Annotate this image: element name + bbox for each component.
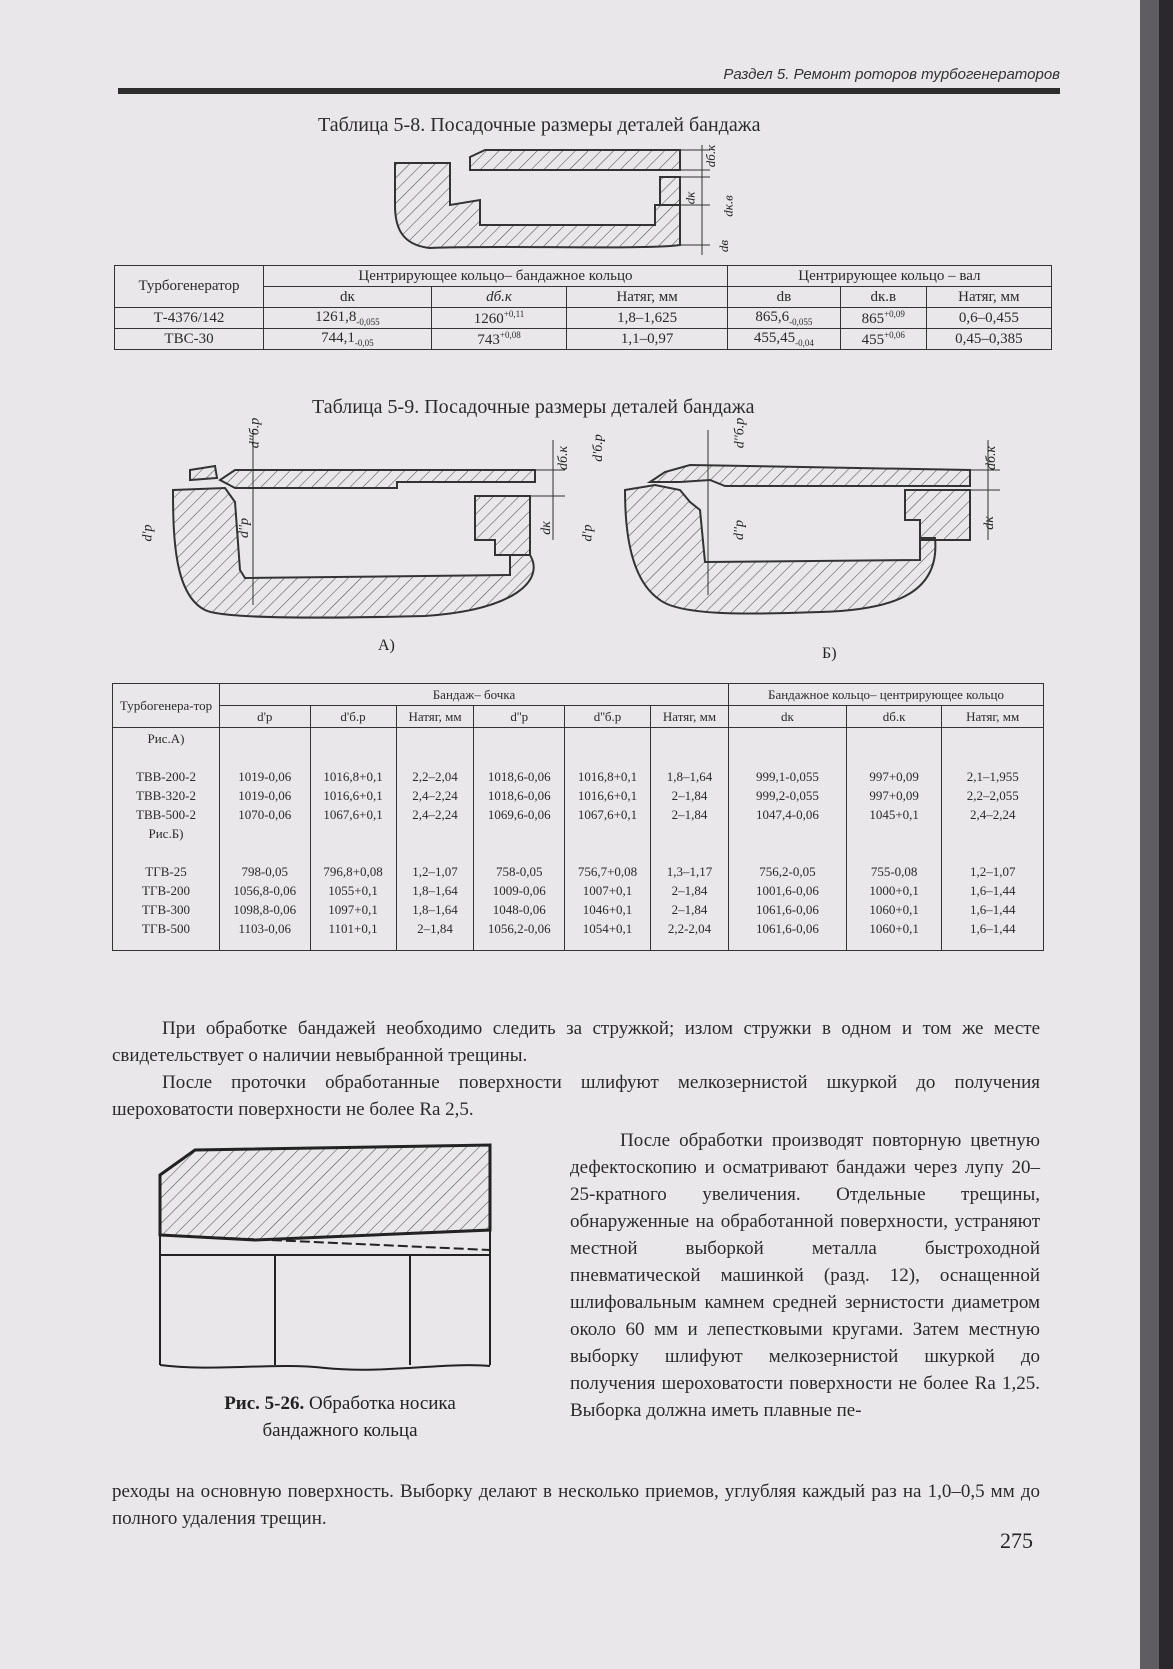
t58-sub-3: Натяг, мм <box>567 287 727 308</box>
table-5-8 <box>114 265 1052 350</box>
t58-r2-name: ТВС-30 <box>115 329 264 350</box>
t59-col-8: 997+0,09 997+0,09 1045+0,1 755-0,08 1000+0,1 1060+0,1 1060+0,1 <box>846 728 942 951</box>
t58-r2-c3: 1,1–0,97 <box>567 329 727 350</box>
t58-sub-5: dк.в <box>840 287 926 308</box>
t58-r1-c5: $865^{+0,09}$ <box>840 308 926 329</box>
t59-col-5: 1016,8+0,1 1016,6+0,1 1067,6+0,1 756,7+0,08 1007+0,1 1046+0,1 1054+0,1 <box>565 728 651 951</box>
figA-label-4: dб.к <box>556 445 572 471</box>
t59-col-1: 1019-0,06 1019-0,06 1070-0,06 798-0,05 1056,8-0,06 1098,8-0,06 1103-0,06 <box>220 728 311 951</box>
fig58-label-dk: dк <box>682 191 698 205</box>
table-5-9 <box>112 683 1044 951</box>
t59-sub-3: Натяг, мм <box>396 706 474 728</box>
t59-col-9: 2,1–1,955 2,2–2,055 2,4–2,24 1,2–1,07 1,6–1,44 1,6–1,44 1,6–1,44 <box>942 728 1044 951</box>
figA-label-1: d''б.р <box>247 417 263 449</box>
paragraph-4: реходы на основную поверхность. Выборку делают в несколько приемов, углубляя каждый раз на 1,0–0,5 мм до полного удаления трещин. <box>112 1481 1040 1529</box>
paragraph-1: При обработке бандажей необходимо следить за стружкой; излом стружки в одном и том же месте свидетельствует о наличии невыбранной трещины. <box>112 1018 1040 1066</box>
t58-sub-2: dб.к <box>431 287 567 308</box>
t59-header-group1: Бандаж– бочка <box>220 684 729 706</box>
figB-label-4: d''р <box>732 520 747 540</box>
t58-r2-c5: $455^{+0,06}$ <box>840 329 926 350</box>
t58-r1-c4: $865,6_{-0,055}$ <box>727 308 840 329</box>
t58-r1-name: Т-4376/142 <box>115 308 264 329</box>
t59-sub-1: d'р <box>220 706 311 728</box>
table-row <box>115 329 1052 350</box>
t59-sub-9: Натяг, мм <box>942 706 1044 728</box>
t58-header-group2: Центрирующее кольцо – вал <box>727 266 1051 287</box>
t59-sub-4: d''р <box>474 706 565 728</box>
t58-r2-c2: $743^{+0,08}$ <box>431 329 567 350</box>
t59-header-group2: Бандажное кольцо– центрирующее кольцо <box>728 684 1043 706</box>
t59-col-7: 999,1-0,055 999,2-0,055 1047,4-0,06 756,2-0,05 1001,6-0,06 1061,6-0,06 1061,6-0,06 <box>728 728 846 951</box>
table-5-9-drawing-b <box>620 430 1020 630</box>
figure-5-26-drawing <box>155 1140 495 1380</box>
t59-sub-6: Натяг, мм <box>651 706 729 728</box>
running-header: Раздел 5. Ремонт роторов турбогенераторов <box>723 66 1060 83</box>
t58-r1-c3: 1,8–1,625 <box>567 308 727 329</box>
table-row <box>115 308 1052 329</box>
fig-b-label: Б) <box>822 645 837 662</box>
t58-r1-c1: $1261,8_{-0,055}$ <box>264 308 432 329</box>
figB-label-1: d'б.р <box>590 434 606 462</box>
t59-col-2: 1016,8+0,1 1016,6+0,1 1067,6+0,1 796,8+0,08 1055+0,1 1097+0,1 1101+0,1 <box>310 728 396 951</box>
t58-sub-4: dв <box>727 287 840 308</box>
t58-r2-c6: 0,45–0,385 <box>926 329 1051 350</box>
paragraph-3: После обработки производят повторную цветную дефектоскопию и осматривают бандажи через лупу 20–25-кратного увеличения. Отдельные трещины, обнаруженные на обработанной поверхности, устраняют местной выборкой металла быстроходной пневматической машинкой (разд. 12), оснащенной шлифовальным камнем средней зернистости диаметром около 60 мм и лепестковыми кругами. Затем местную выборку шлифуют мелкозернистой шкуркой до получения шероховатости поверхности не более Ra 1,25. Выборка должна иметь плавные пе- <box>570 1130 1040 1421</box>
figB-label-3: d''б.р <box>732 417 748 449</box>
paragraph-2: После проточки обработанные поверхности шлифуют мелкозернистой шкуркой до получения шероховатости поверхности не более Ra 2,5. <box>112 1072 1040 1120</box>
t58-r1-c2: $1260^{+0,11}$ <box>431 308 567 329</box>
t59-header-turbogen: Турбогенера-тор <box>113 684 220 728</box>
figure-5-26-caption: Рис. 5-26. Обработка носика бандажного кольца <box>224 1393 456 1441</box>
t59-col-3: 2,2–2,04 2,4–2,24 2,4–2,24 1,2–1,07 1,8–1,64 1,8–1,64 2–1,84 <box>396 728 474 951</box>
t59-sub-7: dк <box>728 706 846 728</box>
page-number: 275 <box>1000 1528 1033 1553</box>
fig58-label-dbk: dб.к <box>703 144 719 168</box>
t58-header-turbogen: Турбогенератор <box>115 266 264 308</box>
page-edge-dark <box>1159 0 1173 1669</box>
t59-sub-8: dб.к <box>846 706 942 728</box>
figA-label-3: d''р <box>237 518 252 538</box>
table-5-8-drawing <box>390 145 750 285</box>
fig58-label-dkv: dк.в <box>720 195 736 217</box>
figB-label-2: d'р <box>580 524 596 542</box>
figA-label-2: d'р <box>140 524 156 542</box>
t59-col-6: 1,8–1,64 2–1,84 2–1,84 1,3–1,17 2–1,84 2–1,84 2,2-2,04 <box>651 728 729 951</box>
t59-sub-5: d''б.р <box>565 706 651 728</box>
figA-label-5: dк <box>538 521 554 535</box>
t58-sub-1: dк <box>264 287 432 308</box>
t58-r2-c1: $744,1_{-0,05}$ <box>264 329 432 350</box>
figB-label-6: dк <box>981 516 997 530</box>
t59-col-4: 1018,6-0,06 1018,6-0,06 1069,6-0,06 758-0,05 1009-0,06 1048-0,06 1056,2-0,06 <box>474 728 565 951</box>
t58-r1-c6: 0,6–0,455 <box>926 308 1051 329</box>
table-5-9-caption: Таблица 5-9. Посадочные размеры деталей бандажа <box>312 396 755 418</box>
t59-sub-2: d'б.р <box>310 706 396 728</box>
t58-r2-c4: $455,45_{-0,04}$ <box>727 329 840 350</box>
table-5-8-caption: Таблица 5-8. Посадочные размеры деталей бандажа <box>318 114 761 136</box>
fig-a-label: А) <box>378 637 395 654</box>
fig58-label-dv: dв <box>716 239 732 253</box>
t58-sub-6: Натяг, мм <box>926 287 1051 308</box>
figB-label-5: dб.к <box>984 445 1000 471</box>
header-rule <box>118 88 1060 94</box>
t59-names: Рис.А) ТВВ-200-2 ТВВ-320-2 ТВВ-500-2 Рис.Б) ТГВ-25 ТГВ-200 ТГВ-300 ТГВ-500 <box>113 728 220 951</box>
table-row <box>113 728 1044 951</box>
t58-header-group1: Центрирующее кольцо– бандажное кольцо <box>264 266 728 287</box>
